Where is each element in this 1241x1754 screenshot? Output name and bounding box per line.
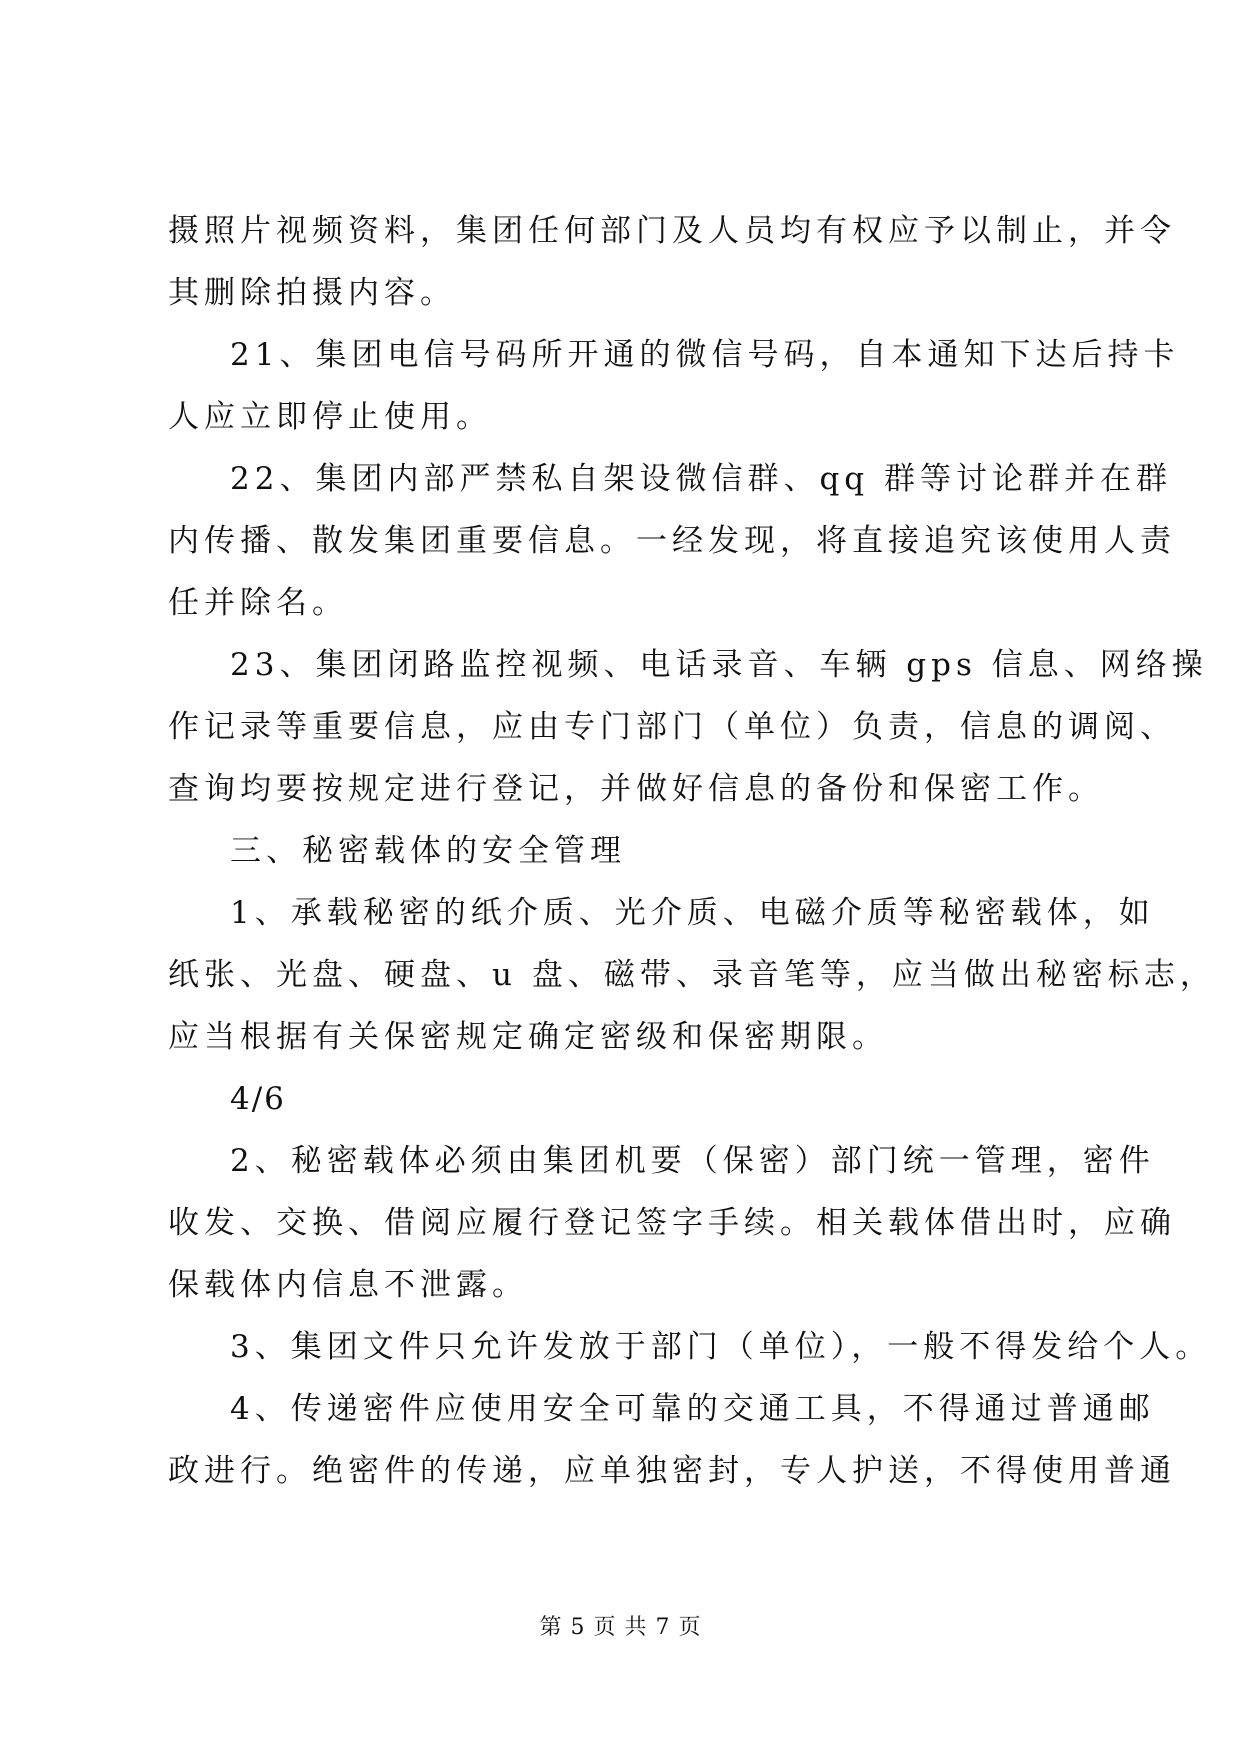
text-line: 1、承载秘密的纸介质、光介质、电磁介质等秘密载体，如	[230, 895, 1155, 931]
text-line: 23、集团闭路监控视频、电话录音、车辆 gps 信息、网络操	[230, 647, 1208, 683]
paragraph-item-23	[168, 634, 1208, 820]
paragraph-item-2	[168, 1130, 1176, 1316]
text-line: 应当根据有关保密规定确定密级和保密期限。	[168, 1019, 888, 1055]
text-line: 作记录等重要信息，应由专门部门（单位）负责，信息的调阅、	[168, 709, 1176, 745]
text-line: 内传播、散发集团重要信息。一经发现，将直接追究该使用人责	[168, 523, 1176, 559]
page-footer: 第 5 页 共 7 页	[539, 1615, 702, 1640]
text-line: 摄照片视频资料，集团任何部门及人员均有权应予以制止，并令	[168, 213, 1176, 249]
text-line: 任并除名。	[168, 585, 348, 621]
document-body	[168, 200, 1216, 1502]
text-line: 其删除拍摄内容。	[168, 275, 456, 311]
paragraph-item-1	[168, 882, 1216, 1068]
paragraph-item-3	[168, 1316, 1212, 1378]
text-line: 收发、交换、借阅应履行登记签字手续。相关载体借出时，应确	[168, 1205, 1176, 1241]
text-line: 4、传递密件应使用安全可靠的交通工具，不得通过普通邮	[230, 1391, 1155, 1427]
text-line: 22、集团内部严禁私自架设微信群、qq 群等讨论群并在群	[230, 461, 1172, 497]
text-line: 查询均要按规定进行登记，并做好信息的备份和保密工作。	[168, 771, 1104, 807]
section-heading	[168, 820, 1088, 882]
paragraph-item-4	[168, 1378, 1176, 1502]
paragraph-item-21	[168, 324, 1180, 448]
text-line: 3、集团文件只允许发放于部门（单位），一般不得发给个人。	[230, 1329, 1212, 1365]
paragraph-item-22	[168, 448, 1176, 634]
section-title: 三、秘密载体的安全管理	[230, 833, 626, 869]
paragraph-continuation	[168, 200, 1176, 324]
text-line: 2、秘密载体必须由集团机要（保密）部门统一管理，密件	[230, 1143, 1155, 1179]
text-line: 人应立即停止使用。	[168, 399, 492, 435]
text-line: 政进行。绝密件的传递，应单独密封，专人护送，不得使用普通	[168, 1453, 1176, 1489]
text-line: 21、集团电信号码所开通的微信号码，自本通知下达后持卡	[230, 337, 1180, 373]
text-line: 纸张、光盘、硬盘、u 盘、磁带、录音笔等，应当做出秘密标志，	[168, 957, 1216, 993]
inline-page-marker: 4/6	[230, 1081, 286, 1117]
text-line: 保载体内信息不泄露。	[168, 1267, 528, 1303]
